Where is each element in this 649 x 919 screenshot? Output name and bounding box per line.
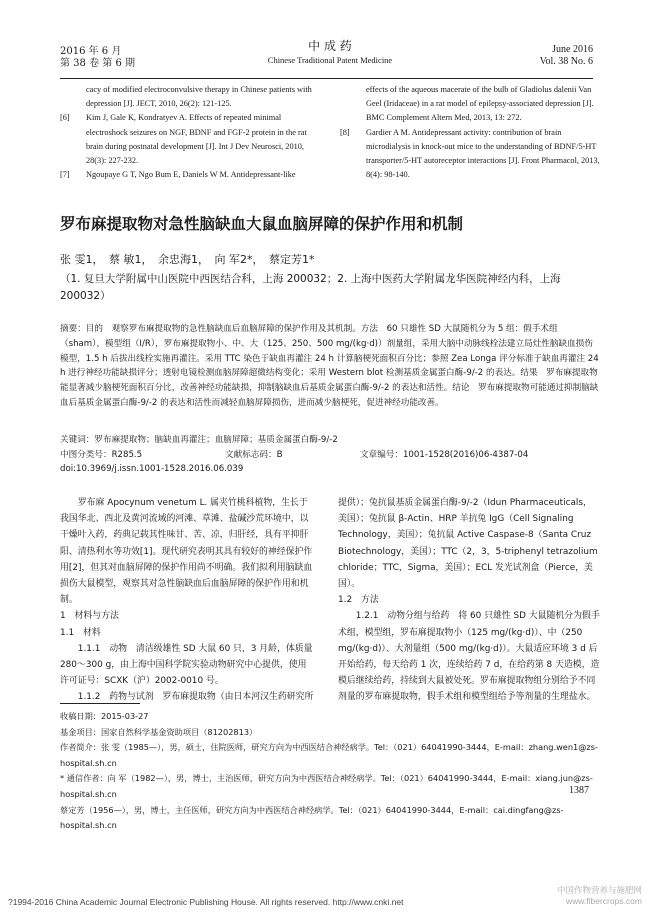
journal-name-cn: 中 成 药: [308, 39, 352, 53]
paragraph: 1.2.1 动物分组与给药 将 60 只雄性 SD 大鼠随机分为假手术组，模型组，罗布麻提取物小（125 mg/(kg·d)）、中（250 mg/(kg·d)）、大剂量组（500 mg/(kg·d)）。大鼠适应环境 3 d 后开始给药，每天给药 1 次，连续给药 7 d，在给药第 8 天造模，造模后继续给药，持续到大鼠被处死。罗布麻提取物组分别给予不同剂量的罗布麻提取物，假手术组和模型组给予等剂量的生理盐水。: [338, 611, 600, 703]
corresponding-author: * 通信作者：向 军（1982—），男，博士，主治医师，研究方向为中西医结合神经病学。Tel：（021）64041990-3444，E-mail：xiang.jun@zs-hospital.sh.cn: [60, 773, 593, 799]
header-date: 2016 年 6 月: [60, 46, 122, 57]
site-watermark: 中国作物营养与施肥网 www.fibercrops.com: [556, 885, 642, 906]
received-date: 收稿日期：2015-03-27: [60, 711, 149, 721]
paragraph: 1.1.2 药物与试剂 罗布麻提取物（由日本河汉生药研究所: [77, 692, 314, 703]
footnote-divider: [60, 703, 140, 704]
reference-item: [6] Kim J, Gale K, Kondratyev A. Effects of repeated minimal electroshock seizures on NGF, BDNF and FGF-2 protein in the rat brain during postnatal development [J]. Int J Dev Neurosci, 2010, 28(3): 227-232.: [60, 113, 307, 166]
section-heading: 1 材料与方法: [60, 611, 119, 622]
reference-item: [7] Ngoupaye G T, Ngo Bum E, Daniels W M. Antidepressant-like: [60, 170, 296, 180]
header-date-en: June 2016: [552, 44, 593, 55]
reference-item: effects of the aqueous macerate of the bulb of Gladiolus dalenii Van Geel (Iridaceae) in a rat model of epilepsy-associated depression [J]. BMC Complement Altern Med, 2013, 13: 272.: [366, 85, 594, 123]
doi: doi:10.3969/j.issn.1001-1528.2016.06.039: [60, 464, 244, 474]
reference-item: cacy of modified electroconvulsive therapy in Chinese patients with depression [J]. JECT, 2010, 26(2): 121-125.: [86, 85, 312, 109]
document-code: 文献标志码：B: [225, 449, 283, 460]
corresponding-author-2: 蔡定芳（1956—），男，博士，主任医师，研究方向为中西医结合神经病学。Tel：（021）64041990-3444，E-mail：cai.dingfang@zs-hospital.sh.cn: [60, 804, 564, 831]
funding: 基金项目：国家自然科学基金资助项目（81202813）: [60, 726, 258, 737]
article-meta: [60, 433, 600, 477]
journal-date-volume-en: [540, 44, 593, 68]
references-right-column: [340, 83, 600, 182]
paragraph: 罗布麻 Apocynum venetum L. 属夹竹桃科植物，生长于我国华北、西北及黄河流域的河滩、草滩、盐碱沙荒环境中，以干燥叶入药，药典记载其性味甘、苦、凉，归肝经，具有平抑肝阳、清热利水等功效[1]。现代研究表明其具有较好的神经保护作用[2]，但其对血脑屏障的保护作用尚不明确。我们拟利用脑缺血损伤大鼠模型，观察其对急性脑缺血后血脑屏障的保护作用和机制。: [60, 498, 313, 606]
journal-name: [250, 38, 410, 66]
article-title: 罗布麻提取物对急性脑缺血大鼠血脑屏障的保护作用和机制: [60, 214, 464, 233]
paragraph: 提供）；兔抗鼠基质金属蛋白酶-9/-2（Idun Pharmaceuticals，美国）；兔抗鼠 β-Actin、HRP 羊抗兔 IgG（Cell Signaling Technology，美国）；兔抗鼠 Active Caspase-8（Santa Cruz Biotechnology，美国）；TTC（2，3，5-triphenyl tetrazolium chloride；TTC，Sigma，美国）；ECL 发光试剂盒（Pierce，美国）。: [338, 498, 598, 590]
journal-date-volume: [60, 46, 135, 70]
author-affiliation: （1. 复旦大学附属中山医院中西医结合科，上海 200032；2. 上海中医药大学附属龙华医院神经内科，上海 200032）: [60, 273, 561, 302]
abstract: 摘要：目的 观察罗布麻提取物的急性脑缺血后血脑屏障的保护作用及其机制。方法 60 只雄性 SD 大鼠随机分为 5 组：假手术组（sham），模型组（I/R），罗布麻提取物小、中、大（125、250、500 mg/(kg·d)）剂量组，采用大脑中动脉线栓法建立局灶性脑缺血损伤模型，1.5 h 后拔出线栓实施再灌注。采用 TTC 染色于缺血再灌注 24 h 计算脑梗死面积百分比；参照 Zea Longa 评分标准于缺血再灌注 24 h 进行神经功能缺损评分；透射电镜检测血脑屏障超微结构变化；采用 Western blot 检测基质金属蛋白酶-9/-2 的表达。结果 罗布麻提取物能显著减少脑梗死面积百分比，改善神经功能缺损，抑制脑缺血后基质金属蛋白酶-9/-2 的表达和活性。结论 罗布麻提取物可能通过抑制脑缺血后基质金属蛋白酶-9/-2 的表达和活性而减轻血脑屏障损伤，进而减少脑梗死，促进神经功能改善。: [60, 324, 599, 408]
subsection-heading: 1.2 方法: [338, 595, 379, 606]
body-left-column: [60, 495, 315, 706]
reference-item: [8] Gardier A M. Antidepressant activity: contribution of brain microdialysis in knock-out mice to the understanding of BDNF/5-HT transporter/5-HT autoreceptor interactions [J]. Front Pharmacol, 2013, 8(4): 98-140.: [340, 127, 600, 180]
page-number: 1387: [569, 785, 589, 796]
footnotes: [60, 709, 600, 834]
author-list: 张 雯1， 蔡 敏1， 余忠海1， 向 军2*， 蔡定芳1*: [60, 253, 315, 266]
copyright-notice: ?1994-2016 China Academic Journal Electronic Publishing House. All rights reserved. http://www.cnki.net: [8, 897, 404, 907]
references-left-column: [60, 83, 320, 182]
paragraph: 1.1.1 动物 清洁级雄性 SD 大鼠 60 只，3 月龄，体质量 280～300 g，由上海中国科学院实验动物研究中心提供，使用许可证号：SCXK（沪）2002-0010 号。: [60, 643, 313, 687]
author-bio: 作者简介：张 雯（1985—），男，硕士，住院医师，研究方向为中西医结合神经病学。Tel：（021）64041990-3444，E-mail：zhang.wen1@zs-hospital.sh.cn: [60, 742, 598, 768]
journal-name-en: Chinese Traditional Patent Medicine: [267, 55, 393, 65]
subsection-heading: 1.1 材料: [60, 627, 101, 638]
header-divider: [60, 78, 593, 79]
article-number: 文章编号：1001-1528(2016)06-4387-04: [360, 449, 529, 460]
classification-row: [60, 448, 600, 463]
clc-number: 中图分类号：R285.5: [60, 449, 143, 460]
header-volume: 第 38 卷 第 6 期: [60, 58, 135, 69]
body-right-column: [338, 495, 600, 706]
keywords: 关键词：罗布麻提取物；脑缺血再灌注；血脑屏障；基质金属蛋白酶-9/-2: [60, 435, 338, 445]
header-volume-en: Vol. 38 No. 6: [539, 56, 593, 67]
